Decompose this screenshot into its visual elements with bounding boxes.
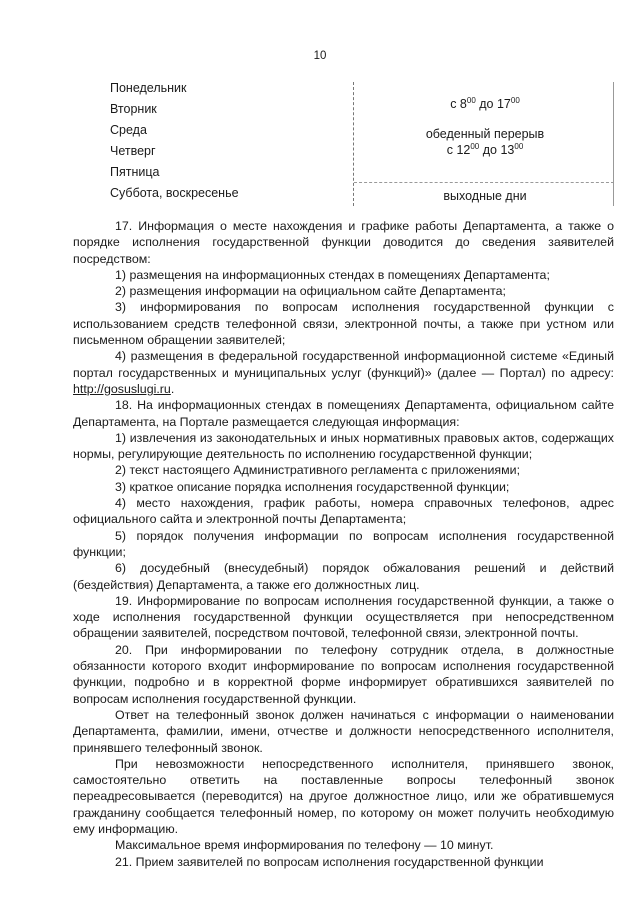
lunch-end-min: 00 (514, 142, 524, 151)
paragraph: 2) размещения информации на официальном сайте Департамента; (115, 284, 506, 299)
schedule-divider (353, 82, 354, 206)
paragraph: При невозможности непосредственного исполнителя, принявшего звонок, самостоятельно ответить на поставленные вопросы телефонный звонок переадресовывается (переводится) на другое должностное лицо, или же обратившемуся гражданину сообщается телефонный номер, по которому он может получить необходимую ему информацию. (73, 756, 614, 836)
schedule-days (110, 78, 350, 204)
paragraph: 3) информирования по вопросам исполнения государственной функции с использованием средств телефонной связи, электронной почты, а также при устном или письменном обращении заявителей; (73, 300, 614, 348)
paragraph: 18. На информационных стендах в помещениях Департамента, официальном сайте Департамента, на Портале размещается следующая информация: (73, 398, 614, 429)
paragraph: 2) текст настоящего Административного регламента с приложениями; (115, 463, 521, 478)
paragraph: 3) краткое описание порядка исполнения государственной функции; (115, 479, 510, 494)
portal-text: 4) размещения в федеральной государственной информационной системе «Единый портал государственных и муниципальных услуг (функций)» (далее — Портал) по адресу: (73, 349, 614, 380)
lunch-start: с 12 (446, 143, 471, 157)
lunch-start-min: 00 (470, 142, 480, 151)
hours-end-min: 00 (510, 96, 520, 105)
schedule-table (110, 78, 614, 208)
paragraph: 17. Информация о месте нахождения и графике работы Департамента, а также о порядке исполнения государственной функции доводится до сведения заявителей посредством: (73, 219, 614, 266)
portal-suffix: . (170, 381, 175, 396)
paragraph: 20. При информировании по телефону сотрудник отдела, в должностные обязанности которого входит информирование по вопросам исполнения государственной функции, подробно и в корректной форме информирует обратившихся заявителей по вопросам исполнения государственной функции. (73, 642, 614, 706)
day-friday: Пятница (110, 165, 160, 179)
weekend-label: выходные дни (443, 189, 527, 203)
paragraph-portal (73, 348, 614, 397)
lunch-break (370, 126, 600, 158)
day-thursday: Четверг (110, 144, 156, 158)
paragraph: 6) досудебный (внесудебный) порядок обжалования решений и действий (бездействия) Департамента, а также его должностных лиц. (73, 561, 614, 592)
portal-link[interactable]: http://gosuslugi.ru (73, 381, 171, 396)
lunch-hours (370, 142, 600, 158)
paragraph: 19. Информирование по вопросам исполнения государственной функции, а также о ходе исполнения государственной функции осуществляется при непосредственном обращении заявителей, посредством почтовой, телефонной связи, электронной почты. (73, 593, 614, 641)
document-body (73, 218, 614, 870)
working-hours (370, 94, 600, 115)
paragraph: 21. Прием заявителей по вопросам исполнения государственной функции (115, 854, 544, 869)
paragraph: Максимальное время информирования по телефону — 10 минут. (115, 838, 494, 853)
hours-end: до 17 (475, 97, 511, 111)
paragraph: 5) порядок получения информации по вопросам исполнения государственной функции; (73, 528, 614, 559)
hours-start: с 8 (450, 97, 467, 111)
day-wednesday: Среда (110, 123, 147, 137)
page-number: 10 (313, 50, 327, 62)
hours-start-min: 00 (466, 96, 476, 105)
paragraph: 1) извлечения из законодательных и иных нормативных правовых актов, содержащих нормы, регулирующие деятельность по исполнению государственной функции; (73, 430, 614, 462)
paragraph: 4) место нахождения, график работы, номера справочных телефонов, адрес официального сайта и электронной почты Департамента; (73, 496, 614, 527)
day-weekend: Суббота, воскресенье (110, 186, 239, 200)
paragraph: 1) размещения на информационных стендах в помещениях Департамента; (115, 267, 550, 282)
schedule-border (613, 82, 614, 206)
paragraph: Ответ на телефонный звонок должен начинаться с информации о наименовании Департамента, фамилии, имени, отчестве и должности непосредственного исполнителя, принявшего телефонный звонок. (73, 707, 614, 755)
lunch-end: до 13 (479, 143, 515, 157)
day-monday: Понедельник (110, 81, 187, 95)
day-tuesday: Вторник (110, 102, 157, 116)
lunch-title: обеденный перерыв (425, 127, 545, 141)
weekend-separator (354, 182, 614, 183)
